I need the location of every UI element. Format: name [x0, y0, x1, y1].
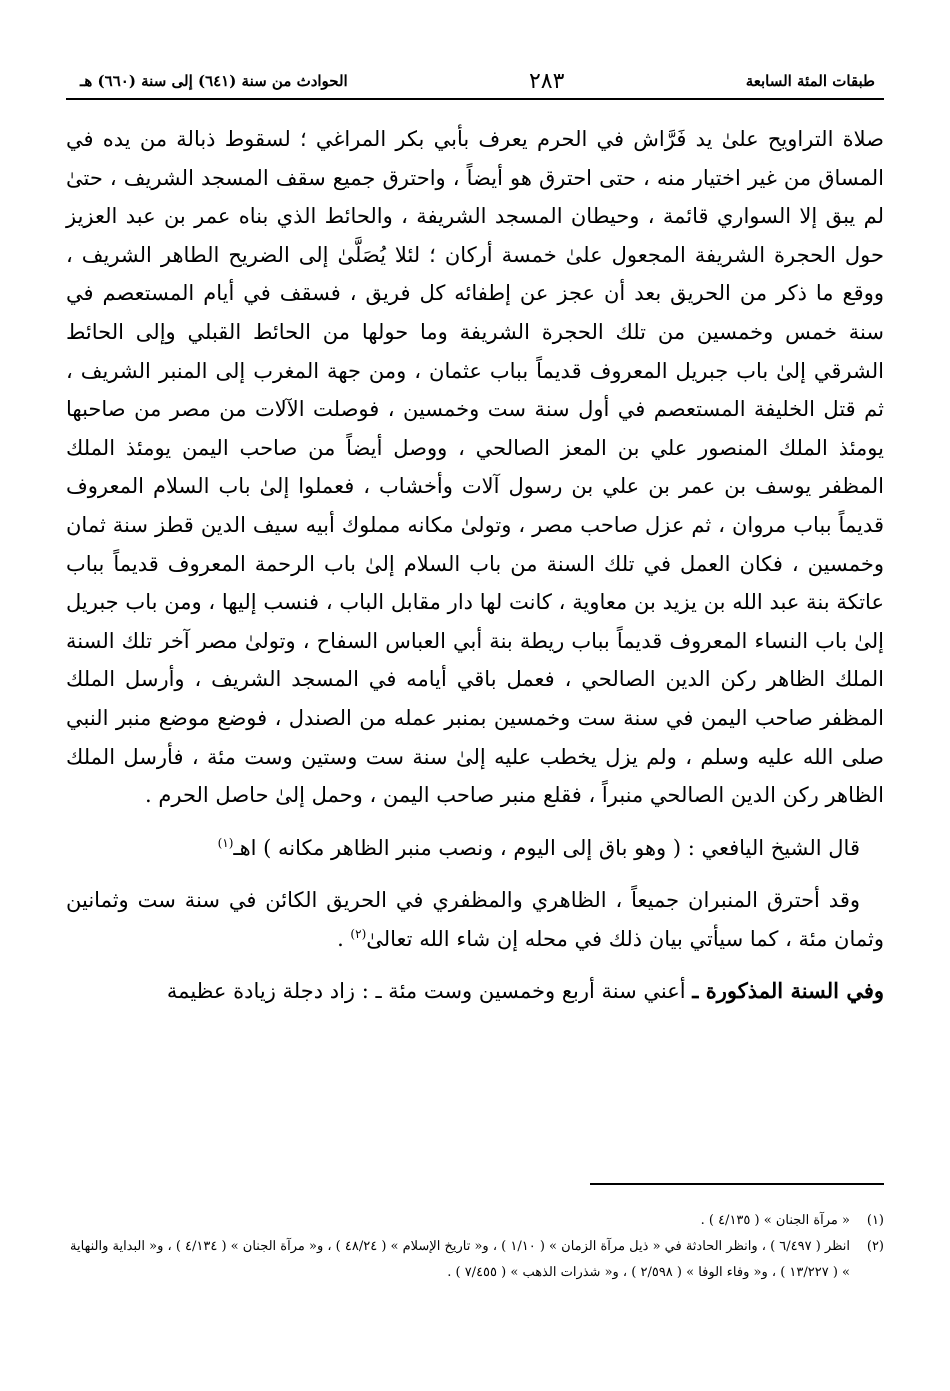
section-title: الحوادث من سنة (٦٤١) إلى سنة (٦٦٠) هـ	[80, 72, 348, 90]
paragraph-lead-bold: وفي السنة المذكورة ـ	[692, 978, 884, 1004]
footnote-ref-1: (١)	[217, 835, 234, 850]
running-header	[80, 66, 875, 96]
paragraph-tigris-flood	[66, 972, 884, 1011]
footnotes	[66, 1208, 884, 1286]
paragraph-pulpits-end: .	[337, 926, 351, 951]
paragraph-tigris-text: أعني سنة أربع وخمسين وست مئة ـ : زاد دجلة زيادة عظيمة	[166, 979, 693, 1004]
paragraph-yafii-quote	[66, 829, 884, 868]
footnote-ref-2: (٢)	[350, 926, 367, 941]
header-rule	[66, 98, 884, 100]
footnote-mark: (٢)	[866, 1239, 884, 1254]
footnote-text: « مرآة الجنان » ( ٤/١٣٥ ) .	[700, 1213, 850, 1228]
footnote-item	[66, 1234, 884, 1286]
footnote-mark: (١)	[866, 1213, 884, 1228]
page-number: ٢٨٣	[528, 68, 565, 94]
paragraph-pulpits-text: وقد أحترق المنبران جميعاً ، الظاهري والمظفري في الحريق الكائن في سنة ست وثمانين وثمان مئة ، كما سيأتي بيان ذلك في محله إن شاء الله تعالىٰ	[66, 888, 884, 951]
book-title: طبقات المئة السابعة	[745, 72, 875, 90]
main-text	[66, 120, 884, 1011]
paragraph-pulpits-burned	[66, 881, 884, 958]
footnote-text: انظر ( ٦/٤٩٧ ) ، وانظر الحادثة في « ذيل مرآة الزمان » ( ١/١٠ ) ، و« تاريخ الإسلام » ( ٤٨/٢٤ ) ، و« مرآة الجنان » ( ٤/١٣٤ ) ، و« البداية والنهاية » ( ١٣/٢٢٧ ) ، و« وفاء الوفا » ( ٢/٥٩٨ ) ، و« شذرات الذهب » ( ٧/٤٥٥ ) .	[70, 1239, 850, 1280]
footnote-rule	[590, 1183, 884, 1185]
footnote-item	[66, 1208, 884, 1234]
paragraph-yafii-text: قال الشيخ اليافعي : ( وهو باق إلى اليوم ، ونصب منبر الظاهر مكانه ) اهـ	[233, 835, 860, 860]
paragraph-fire-narrative: صلاة التراويح علىٰ يد فَرَّاش في الحرم يعرف بأبي بكر المراغي ؛ لسقوط ذبالة من يده في المساق من غير اختيار منه ، حتى احترق هو أيضاً ، واحترق جميع سقف المسجد الشريف ، حتىٰ لم يبق إلا السواري قائمة ، وحيطان المسجد الشريفة ، والحائط الذي بناه عمر بن عبد العزيز حول الحجرة الشريفة المجعول علىٰ خمسة أركان ؛ لئلا يُصَلَّىٰ إلى الضريح الطاهر الشريف ، ووقع ما ذكر من الحريق بعد أن عجز عن إطفائه كل فريق ، فسقف في أيام المستعصم في سنة خمس وخمسين من تلك الحجرة الشريفة وما حولها من الحائط القبلي وإلى الحائط الشرقي إلىٰ باب جبريل المعروف قديماً بباب عثمان ، ومن جهة المغرب إلى المنبر الشريف ، ثم قتل الخليفة المستعصم في أول سنة ست وخمسين ، فوصلت الآلات من مصر من صاحبها يومئذ الملك المنصور علي بن المعز الصالحي ، ووصل أيضاً من صاحب اليمن يومئذ الملك المظفر يوسف بن عمر بن علي بن رسول آلات وأخشاب ، فعملوا إلىٰ باب السلام المعروف قديماً بباب مروان ، ثم عزل صاحب مصر ، وتولىٰ مكانه مملوك أبيه سيف الدين قطز سنة ثمان وخمسين ، فكان العمل في تلك السنة من باب السلام إلىٰ باب الرحمة المعروف قديماً بباب عاتكة بنة عبد الله بن يزيد بن معاوية ، كانت لها دار مقابل الباب ، فنسب إليها ، ومن باب جبريل إلىٰ باب النساء المعروف قديماً بباب ريطة بنة أبي العباس السفاح ، وتولىٰ مصر آخر تلك السنة الملك الظاهر ركن الدين الصالحي ، فعمل باقي أيامه في المسجد الشريف ، وأرسل الملك المظفر صاحب اليمن في سنة ست وخمسين بمنبر عمله من الصندل ، فوضع موضع منبر النبي صلى الله عليه وسلم ، ولم يزل يخطب عليه إلىٰ سنة ست وستين وست مئة ، فأرسل الملك الظاهر ركن الدين الصالحي منبراً ، فقلع منبر صاحب اليمن ، وحمل إلىٰ حاصل الحرم .	[66, 127, 884, 808]
